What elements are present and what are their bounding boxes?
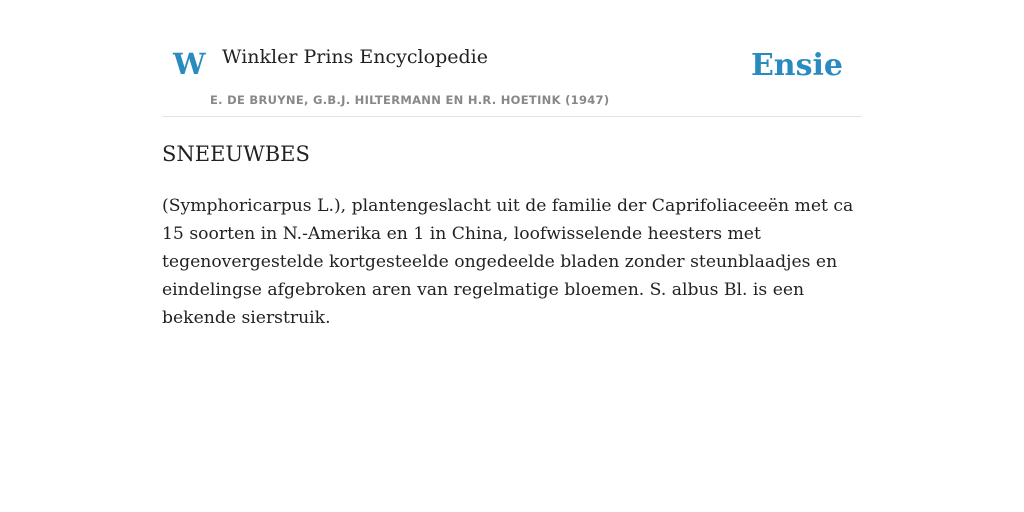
source-authors: E. DE BRUYNE, G.B.J. HILTERMANN EN H.R. HOETINK (1947) [210, 93, 610, 107]
source-logo[interactable]: W [173, 47, 206, 81]
source-title[interactable]: Winkler Prins Encyclopedie [222, 46, 488, 68]
brand-logo[interactable]: Ensie [750, 48, 843, 83]
source-header [162, 0, 862, 117]
entry-body: (Symphoricarpus L.), plantengeslacht uit de familie der Caprifoliaceeën met ca 15 soorten in N.-Amerika en 1 in China, loofwisselende heesters met tegenovergestelde kortgesteelde ongedeelde bladen zonder steunblaadjes en eindelingse afgebroken aren van regelmatige bloemen. S. albus Bl. is een bekende sierstruik. [162, 196, 854, 328]
entry-title: SNEEUWBES [162, 142, 310, 166]
